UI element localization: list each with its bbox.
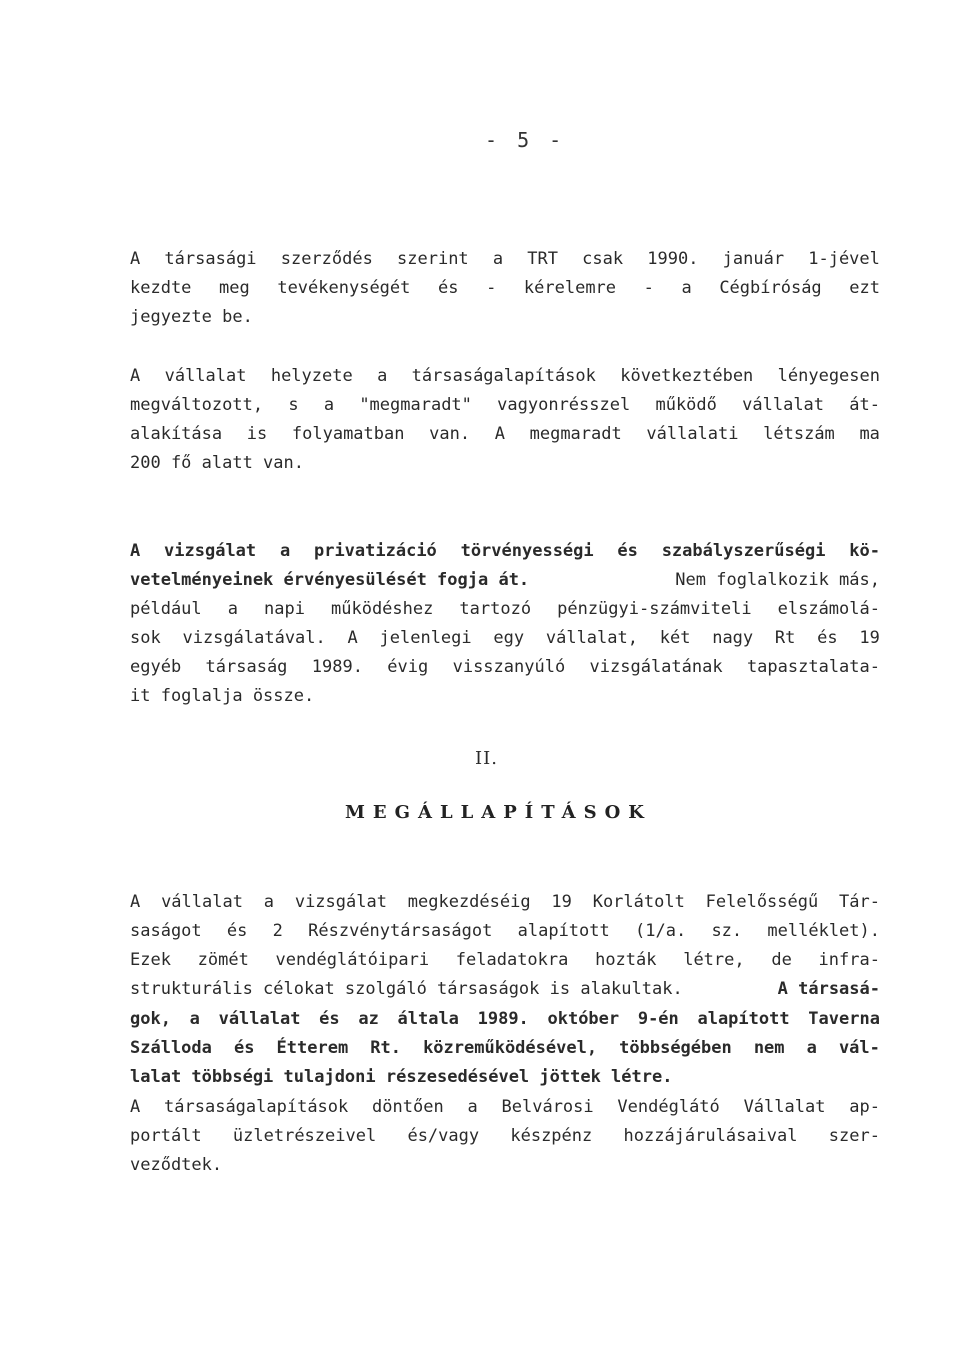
paragraph-2-line-3 — [130, 420, 880, 449]
word: az — [358, 1009, 379, 1029]
paragraph-1-line-3: jegyezte be. — [130, 307, 253, 327]
word: és — [233, 1038, 255, 1058]
paragraph-4-line-6 — [130, 1034, 880, 1063]
word: hozzájárulásaival — [623, 1126, 798, 1146]
word: vállalat — [742, 395, 825, 415]
word: A — [130, 892, 141, 912]
word: jelenlegi — [379, 628, 472, 648]
word: egy — [493, 628, 525, 648]
word: visszanyúló — [452, 657, 566, 677]
word: csak — [582, 249, 624, 269]
word: A — [130, 249, 141, 269]
word: és — [319, 1009, 340, 1029]
word: Tár- — [839, 892, 880, 912]
word: (1/a. — [635, 921, 687, 941]
word: - — [643, 278, 654, 298]
word: lényegesen — [777, 366, 880, 386]
word: 1-jével — [808, 249, 880, 269]
word: TRT — [527, 249, 558, 269]
word: Korlátolt — [592, 892, 685, 912]
word: 9-én — [637, 1009, 679, 1029]
word: 1989. — [477, 1009, 529, 1029]
word: feladatokra — [455, 950, 569, 970]
word: 19 — [551, 892, 572, 912]
word: helyzete — [270, 366, 353, 386]
word: tapasztalata- — [746, 657, 880, 677]
word: vizsgálatának — [589, 657, 723, 677]
word: vállalat, — [545, 628, 638, 648]
word: üzletrészeivel — [232, 1126, 377, 1146]
paragraph-4-line-7: lalat többségi tulajdoni részesedésével jöttek létre. — [130, 1067, 673, 1087]
word: és — [226, 921, 248, 941]
paragraph-1-line-1 — [130, 245, 880, 274]
word: a — [681, 278, 692, 298]
word: 1990. — [647, 249, 699, 269]
word: de — [771, 950, 792, 970]
section-number: II. — [475, 748, 498, 769]
word: elszámolá- — [777, 599, 880, 619]
word: vállalat — [218, 1009, 301, 1029]
word: társasági — [164, 249, 257, 269]
word: társaságalapítások — [411, 366, 596, 386]
word: vagyonrésszel — [497, 395, 631, 415]
word: ap- — [849, 1097, 880, 1117]
word: hozták — [595, 950, 657, 970]
word: is — [246, 424, 268, 444]
word: a — [467, 1097, 478, 1117]
word: szerződés — [280, 249, 373, 269]
word: Cégbíróság — [719, 278, 822, 298]
word: vizsgálat — [294, 892, 387, 912]
word: infra- — [818, 950, 880, 970]
paragraph-4-line-2 — [130, 917, 880, 946]
paragraph-3-line-4 — [130, 624, 880, 653]
paragraph-2-line-1 — [130, 362, 880, 391]
word: vizsgálatával. — [182, 628, 326, 648]
word: többségében — [619, 1038, 732, 1058]
word: a — [323, 395, 335, 415]
paragraph-3-line-1 — [130, 537, 880, 566]
word: létre, — [683, 950, 745, 970]
paragraph-2-line-4: 200 fő alatt van. — [130, 453, 304, 473]
paragraph-3-line-2 — [130, 566, 880, 595]
word: sok — [130, 628, 161, 648]
paragraph-3-rest-start: Nem foglalkozik más, — [675, 570, 880, 590]
word: és — [437, 278, 459, 298]
word: Taverna — [808, 1009, 880, 1029]
word: melléklet). — [767, 921, 880, 941]
word: döntően — [372, 1097, 444, 1117]
word: alapított — [517, 921, 610, 941]
word: társaságalapítások — [164, 1097, 349, 1117]
paragraph-2-line-2 — [130, 391, 880, 420]
word: megmaradt — [529, 424, 622, 444]
word: a — [227, 599, 238, 619]
word: létszám — [763, 424, 835, 444]
word: - — [486, 278, 497, 298]
word: Részvénytársaságot — [308, 921, 493, 941]
word: zömét — [197, 950, 249, 970]
word: ma — [859, 424, 880, 444]
word: portált — [130, 1126, 202, 1146]
word: Belvárosi — [501, 1097, 594, 1117]
word: a — [492, 249, 504, 269]
word: január — [722, 249, 785, 269]
word: vál- — [838, 1038, 880, 1058]
word: 2 — [272, 921, 283, 941]
paragraph-4-line-4 — [130, 975, 880, 1004]
word: Ezek — [130, 950, 171, 970]
word: megkezdéséig — [407, 892, 531, 912]
word: A — [130, 1097, 141, 1117]
word: tartozó — [459, 599, 532, 619]
word: két — [659, 628, 691, 648]
word: privatizáció — [313, 541, 437, 561]
paragraph-5-line-3: veződtek. — [130, 1155, 223, 1175]
word: társaság — [205, 657, 288, 677]
word: kérelemre — [523, 278, 617, 298]
word: vállalati — [646, 424, 739, 444]
paragraph-4-plain-end: strukturális célokat szolgáló társaságok is alakultak. — [130, 979, 683, 999]
word: vizsgálat — [164, 541, 257, 561]
word: van. — [429, 424, 471, 444]
word: 1989. — [311, 657, 363, 677]
word: pénzügyi-számviteli — [557, 599, 752, 619]
word: készpénz — [510, 1126, 593, 1146]
word: Rt — [774, 628, 796, 648]
paragraph-4-line-3 — [130, 946, 880, 975]
word: alapított — [697, 1009, 790, 1029]
word: vendéglátóipari — [275, 950, 430, 970]
section-heading: MEGÁLLAPÍTÁSOK — [345, 802, 652, 823]
paragraph-5-line-1 — [130, 1093, 880, 1122]
word: nem — [753, 1038, 785, 1058]
word: a — [189, 1009, 200, 1029]
paragraph-4-line-5 — [130, 1005, 880, 1034]
word: és/vagy — [407, 1126, 480, 1146]
word: tevékenységét — [277, 278, 411, 298]
word: nagy — [712, 628, 754, 648]
word: A — [130, 366, 141, 386]
word: évig — [387, 657, 429, 677]
paragraph-5-line-2 — [130, 1122, 880, 1151]
paragraph-4-bold-start: A társasá- — [777, 979, 880, 999]
word: Rt. — [370, 1038, 401, 1058]
paragraph-3-bold-end: vetelményeinek érvényesülését fogja át. — [130, 570, 530, 590]
word: kö- — [849, 541, 880, 561]
word: kezdte — [130, 278, 192, 298]
word: "megmaradt" — [359, 395, 472, 415]
word: szabályszerűségi — [661, 541, 826, 561]
word: saságot — [130, 921, 202, 941]
word: általa — [397, 1009, 459, 1029]
paragraph-3-line-3 — [130, 595, 880, 624]
paragraph-4-line-1 — [130, 888, 880, 917]
word: A — [130, 541, 141, 561]
word: a — [806, 1038, 817, 1058]
word: közreműködésével, — [423, 1038, 598, 1058]
word: törvényességi — [460, 541, 594, 561]
word: meg — [219, 278, 250, 298]
word: szer- — [828, 1126, 880, 1146]
word: a — [263, 892, 275, 912]
word: napi — [264, 599, 305, 619]
word: 19 — [859, 628, 880, 648]
word: vállalat — [164, 366, 247, 386]
paragraph-3-line-5 — [130, 653, 880, 682]
word: a — [279, 541, 291, 561]
word: A — [494, 424, 505, 444]
page-number: - 5 - — [485, 128, 566, 152]
word: például — [130, 599, 202, 619]
paragraph-3-line-6: it foglalja össze. — [130, 686, 315, 706]
word: alakítása — [130, 424, 223, 444]
word: s — [288, 395, 299, 415]
word: működéshez — [331, 599, 434, 619]
word: át- — [849, 395, 880, 415]
word: vállalat — [161, 892, 243, 912]
word: sz. — [711, 921, 743, 941]
word: és — [617, 541, 638, 561]
word: szerint — [397, 249, 469, 269]
word: Szálloda — [130, 1038, 212, 1058]
word: megváltozott, — [130, 395, 264, 415]
word: működő — [655, 395, 717, 415]
word: következtében — [620, 366, 754, 386]
word: Vendéglátó — [617, 1097, 720, 1117]
word: és — [817, 628, 838, 648]
word: október — [547, 1009, 620, 1029]
word: folyamatban — [291, 424, 405, 444]
word: Vállalat — [743, 1097, 826, 1117]
word: egyéb — [130, 657, 182, 677]
paragraph-1-line-2 — [130, 274, 880, 303]
word: gok, — [130, 1009, 171, 1029]
word: A — [347, 628, 358, 648]
word: Felelősségű — [705, 892, 819, 912]
word: Étterem — [276, 1038, 349, 1058]
word: a — [377, 366, 388, 386]
word: ezt — [849, 278, 880, 298]
